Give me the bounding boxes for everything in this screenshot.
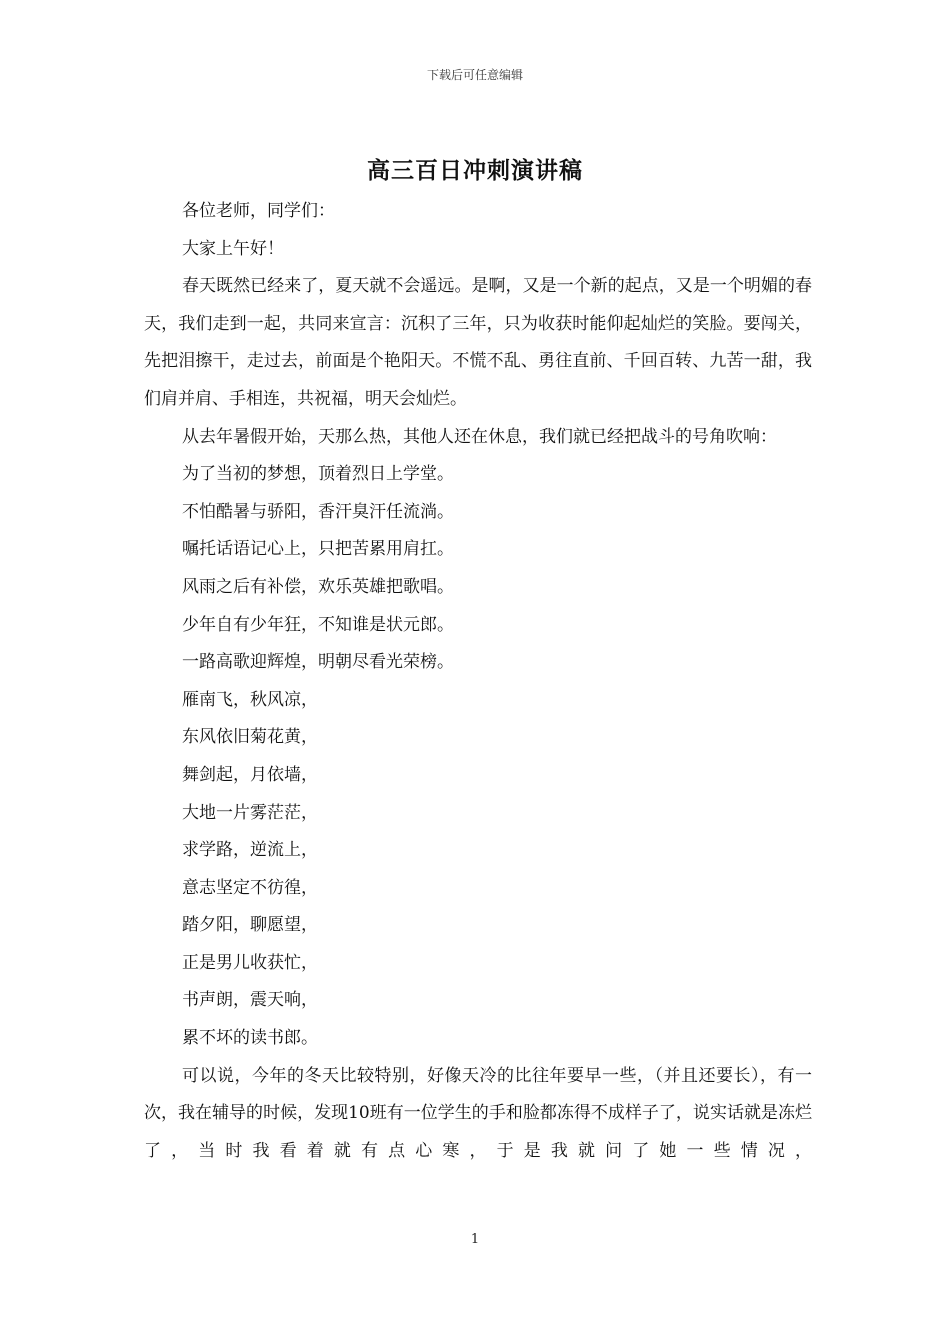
document-title: 高三百日冲刺演讲稿 (367, 158, 583, 184)
poem-line: 少年自有少年狂，不知谁是状元郎。 (182, 614, 454, 635)
poem-line: 不怕酷暑与骄阳，香汗臭汗任流淌。 (182, 501, 454, 522)
poem-line: 意志坚定不彷徨， (182, 877, 318, 898)
poem-line: 书声朗，震天响， (182, 990, 318, 1011)
paragraph-greeting: 各位老师，同学们： (182, 201, 335, 221)
poem-line: 踏夕阳，聊愿望， (182, 915, 318, 936)
paragraph-spring: 春天既然已经来了，夏天就不会遥远。是啊，又是一个新的起点，又是一个明媚的春天，我们走到一起，共同来宣言：沉积了三年，只为收获时能仰起灿烂的笑脸。要闯关，先把泪擦干，走过去，前面是个艳阳天。不慌不乱、勇往直前、千回百转、九苦一甜，我们肩并肩、手相连，共祝福，明天会灿烂。 (144, 276, 812, 409)
poem-line: 求学路，逆流上， (182, 840, 318, 861)
poem-line: 雁南飞，秋风凉， (182, 689, 318, 710)
poem-line: 东风依旧菊花黄， (182, 727, 318, 748)
poem-line: 累不坏的读书郎。 (182, 1028, 318, 1049)
page-number: 1 (470, 1232, 480, 1247)
paragraph-salutation: 大家上午好！ (182, 238, 284, 259)
document-body (144, 193, 812, 1170)
poem-line: 大地一片雾茫茫， (182, 802, 318, 823)
paragraph-summer-start: 从去年暑假开始，天那么热，其他人还在休息，我们就已经把战斗的号角吹响： (182, 426, 777, 447)
paragraph-winter: 可以说，今年的冬天比较特别，好像天冷的比往年要早一些，（并且还要长），有一次，我在辅导的时候，发现10班有一位学生的手和脸都冻得不成样子了，说实话就是冻烂了，当时我看着就有点心寒，于是我就问了她一些情况， (144, 1065, 812, 1161)
poem-line: 一路高歌迎辉煌，明朝尽看光荣榜。 (182, 652, 454, 673)
page-header-note: 下载后可任意编辑 (426, 68, 523, 82)
poem-line: 嘱托话语记心上，只把苦累用肩扛。 (182, 539, 454, 560)
poem-line: 为了当初的梦想，顶着烈日上学堂。 (182, 464, 454, 485)
poem-line: 正是男儿收获忙， (182, 952, 318, 973)
poem-line: 舞剑起，月依墙， (182, 764, 318, 785)
poem-line: 风雨之后有补偿，欢乐英雄把歌唱。 (182, 576, 454, 597)
